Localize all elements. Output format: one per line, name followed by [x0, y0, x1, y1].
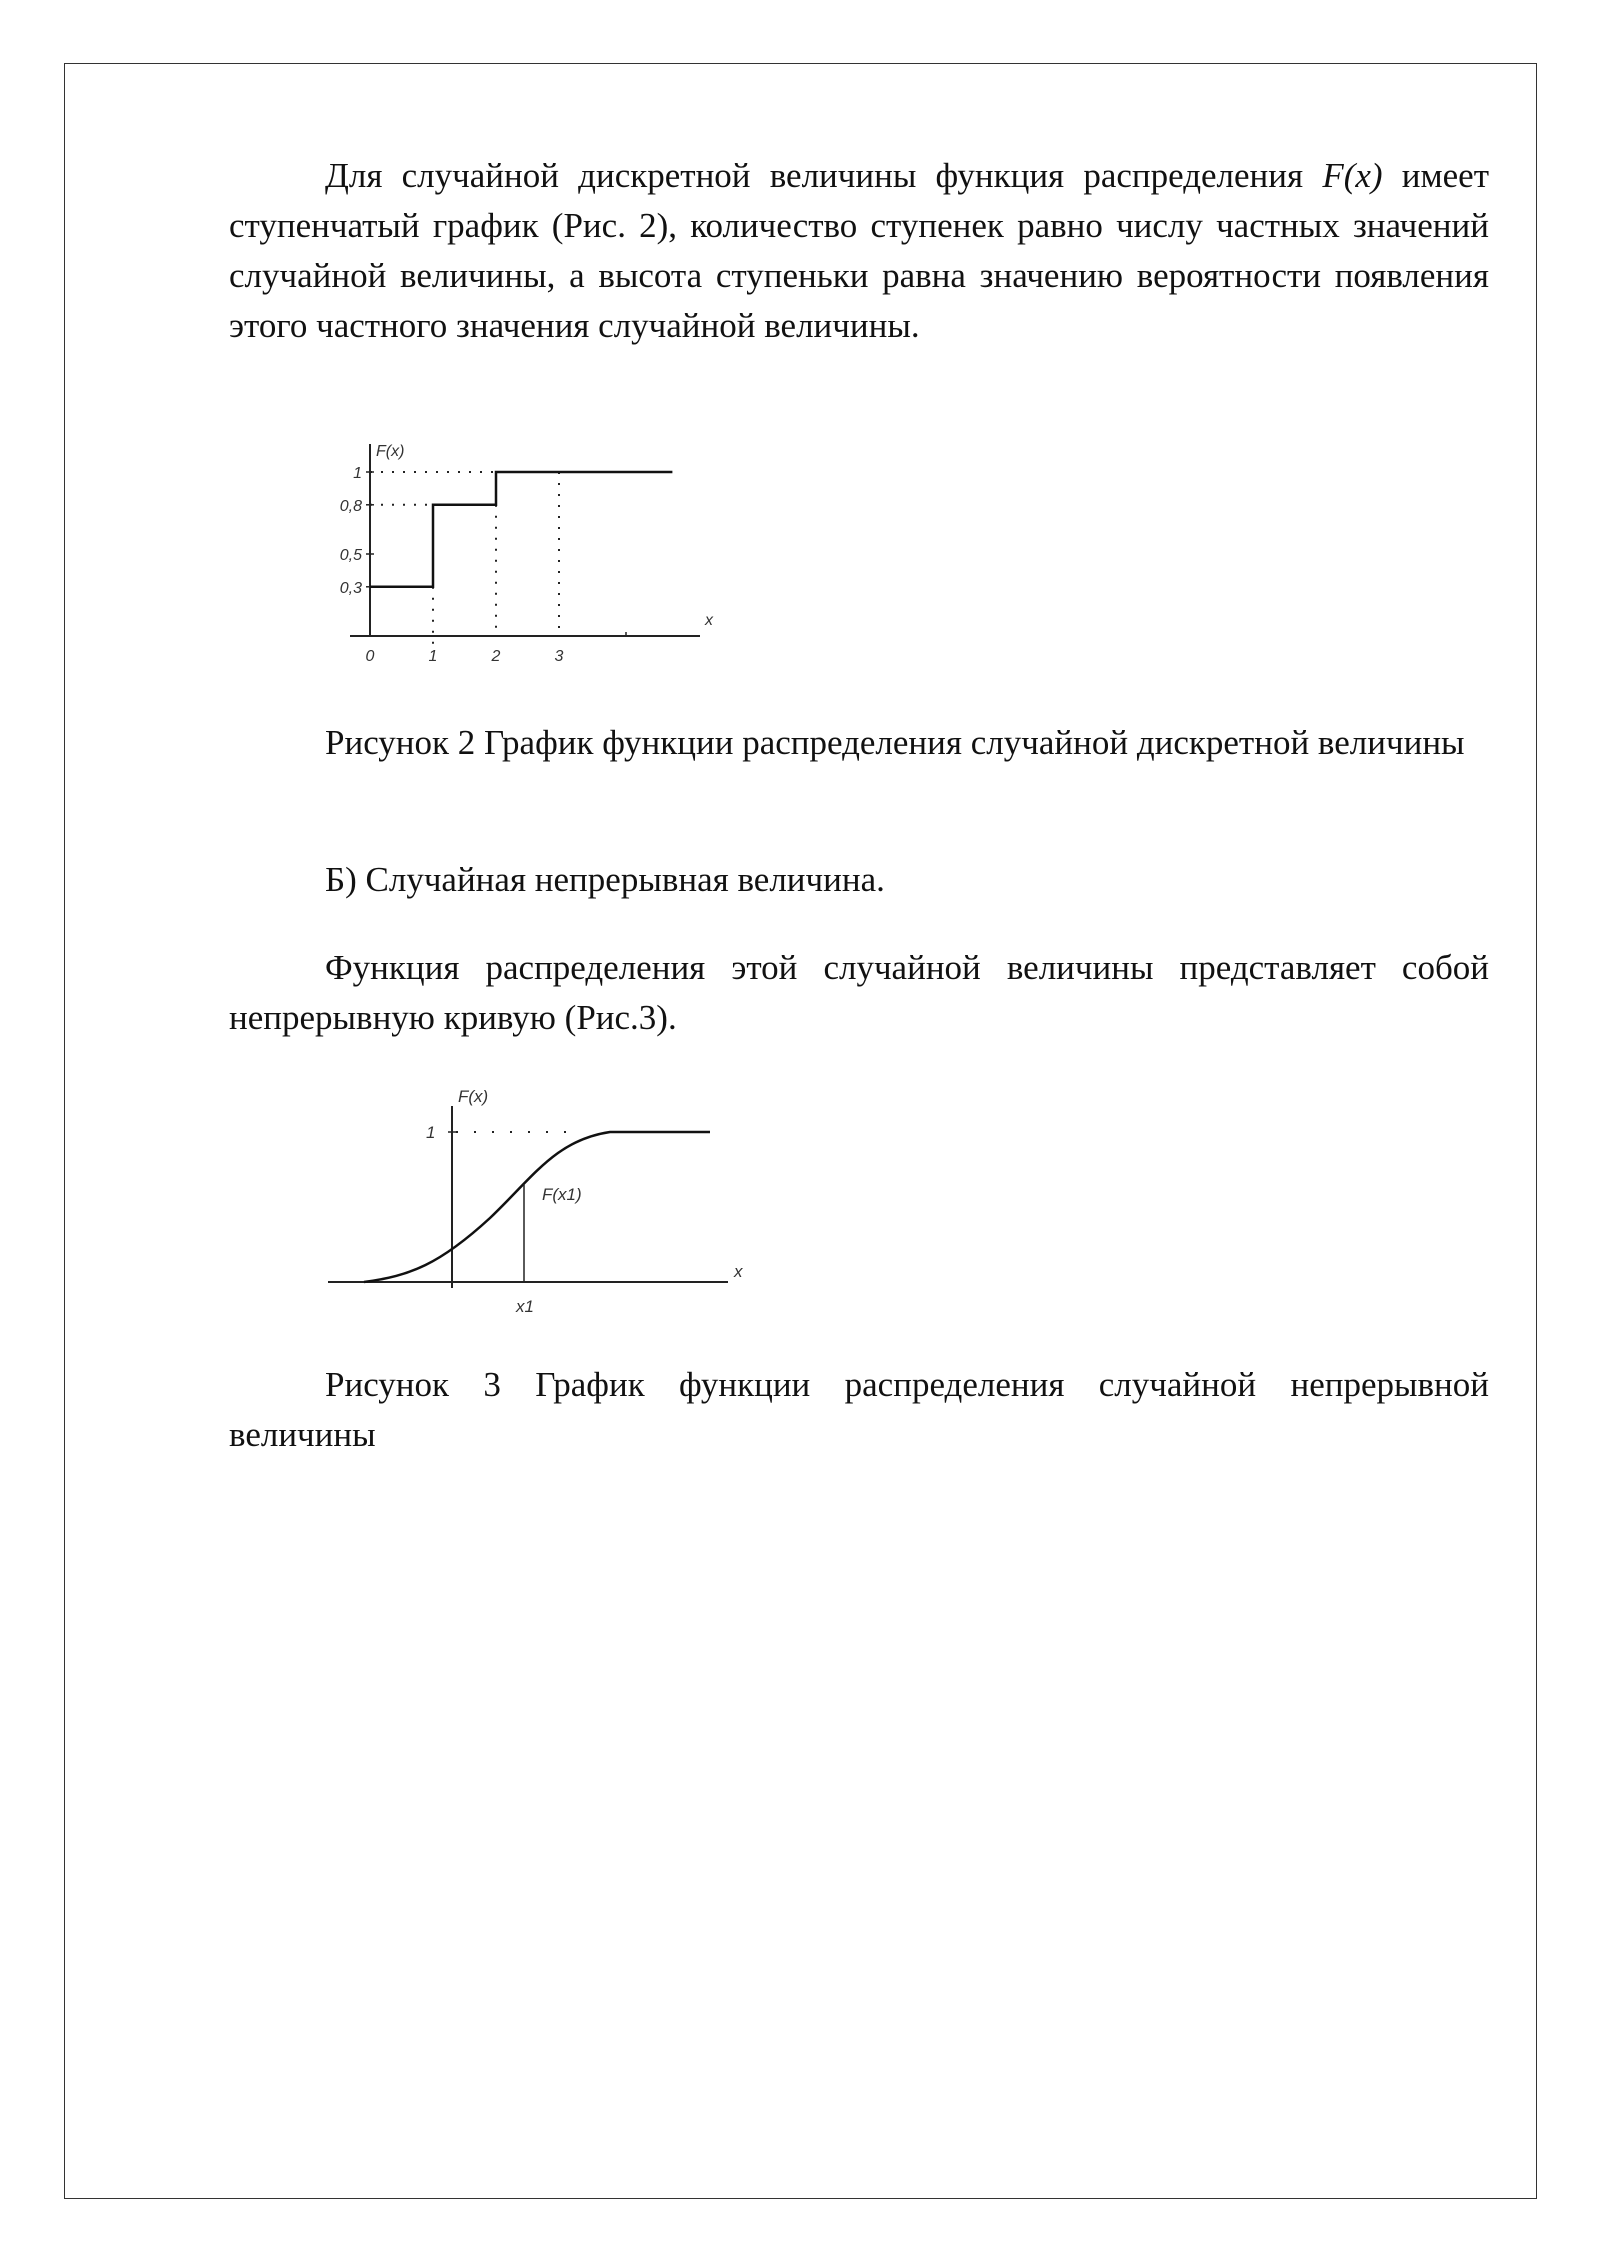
- paragraph-continuous-heading-text: Б) Случайная непрерывная величина.: [325, 860, 885, 899]
- y-tick-label-3: 1: [353, 465, 362, 482]
- figure-3-continuous-chart: [320, 1078, 760, 1322]
- x-axis-label: x: [734, 1262, 743, 1281]
- figure-2-step-chart: [330, 436, 730, 672]
- step-chart-svg: [330, 436, 730, 672]
- continuous-chart-svg: [320, 1078, 760, 1322]
- figure-3-caption-text: Рисунок 3 График функции распределения случайной непрерывной величины: [229, 1365, 1489, 1454]
- y-tick-label-2: 0,8: [339, 497, 362, 515]
- y-ticks: [340, 465, 374, 597]
- paragraph-continuous-text: Функция распределения этой случайной величины представляет собой непрерывную кривую (Рис.3).: [229, 948, 1489, 1037]
- y-tick-label-1: 0,5: [339, 547, 362, 564]
- paragraph-discrete: [229, 151, 1489, 351]
- x-tick-label-0: 0: [365, 648, 375, 665]
- step-series: [370, 472, 672, 587]
- x-tick-label-2: 2: [491, 648, 501, 665]
- x-tick-label-3: 3: [554, 648, 564, 665]
- page-border: [64, 63, 1537, 2199]
- fx-notation: F(x): [1322, 156, 1383, 195]
- y-axis-label: F(x): [376, 443, 405, 460]
- fx1-label: F(x1): [542, 1185, 582, 1204]
- paragraph-continuous-heading: [229, 855, 1489, 905]
- paragraph-continuous: [229, 943, 1489, 1043]
- figure-2-caption-text: Рисунок 2 График функции распределения случайной дискретной величины: [325, 723, 1465, 762]
- paragraph-discrete-post: имеет ступенчатый график (Рис. 2), количество ступенек равно числу частных значений случайной величины, а высота ступеньки равна значению вероятности появления этого частного значения случайной величины.: [229, 156, 1489, 345]
- y-tick-label-1: 1: [426, 1123, 436, 1142]
- paragraph-discrete-pre: Для случайной дискретной величины функция распределения: [325, 156, 1323, 195]
- dotted-guides: [370, 472, 559, 652]
- cdf-curve: [364, 1132, 710, 1282]
- figure-2-caption: [229, 718, 1489, 768]
- figure-3-caption: [229, 1360, 1489, 1460]
- x-ticks: [366, 648, 564, 665]
- x-axis-label: x: [705, 612, 713, 629]
- x-tick-label-1: 1: [428, 648, 438, 665]
- y-axis-label: F(x): [458, 1087, 489, 1106]
- x1-label: x1: [516, 1297, 534, 1316]
- step-line: [370, 472, 672, 587]
- y-tick-label-0: 0,3: [339, 579, 362, 597]
